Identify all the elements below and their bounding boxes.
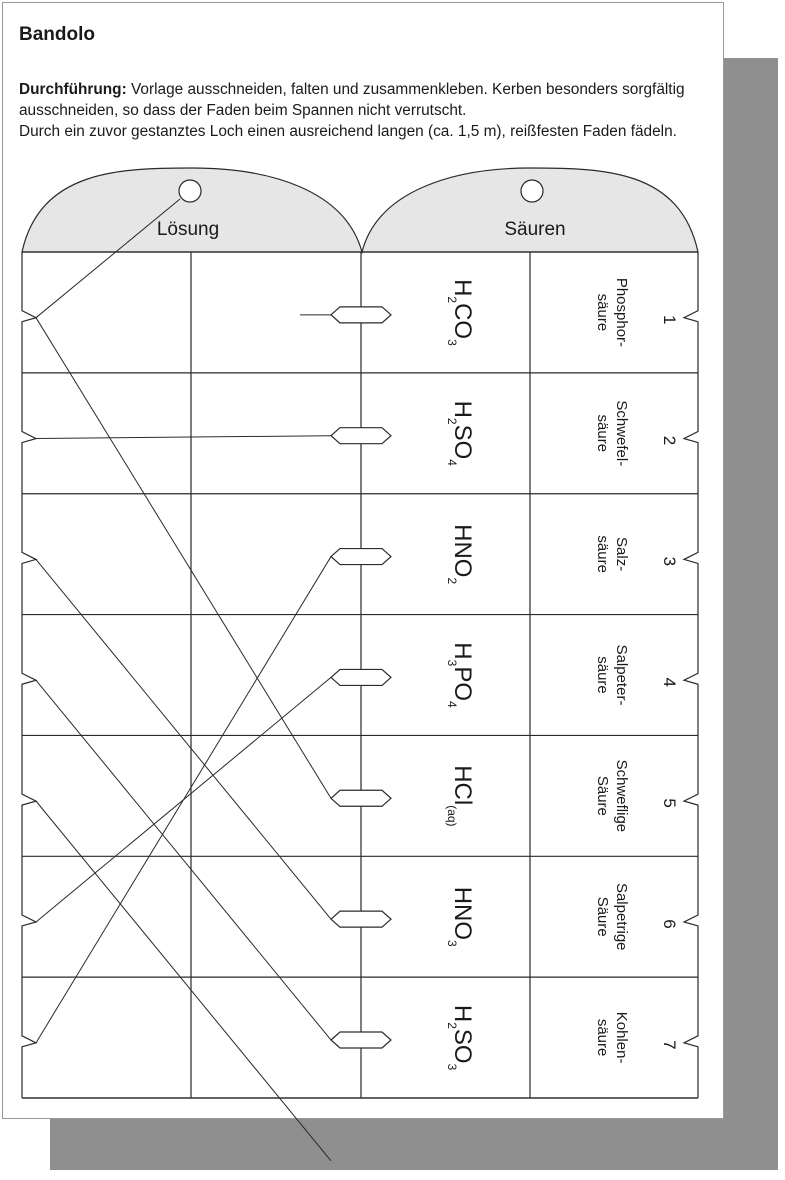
header-arch [22,168,698,252]
instructions-line-1: Vorlage ausschneiden, falten und zusammenkleben. Kerben besonders sorgfältig ausschneiden, so dass der Faden beim Spannen nicht verrutscht. [19,81,685,119]
thread-line [36,318,331,799]
left-edge-notches [22,252,36,1098]
left-header: Lösung [156,219,220,240]
thread-lines [36,199,331,1161]
acid-name-line-2: säure [594,535,611,573]
row-number-text: 7 [660,1040,679,1050]
acid-name-line-2: säure [594,414,611,453]
formula-subscript: 3 [445,659,459,667]
acid-name-line-2: säure [594,1018,611,1057]
formula-4 [445,642,476,708]
acid-name-line-1: Schwefel- [613,400,630,467]
formula-symbol: HNO [449,524,476,578]
row-number-text: 3 [660,556,679,567]
formula-symbol: HCl [449,765,476,806]
thread-line [36,680,331,1040]
row-number-3 [660,557,679,566]
hole-tab [331,428,391,444]
formula-text [445,401,476,467]
acid-name-line-2: Säure [594,775,611,816]
row-number-2 [660,436,679,445]
row-number-text: 5 [660,798,679,808]
right-edge-notches [684,252,698,1098]
formula-text [445,765,476,826]
hole-tab [331,911,391,927]
acid-name-line-1: Salz- [613,537,630,572]
row-number-text: 6 [660,919,679,929]
row-number-1 [660,315,679,324]
row-number-4 [660,678,679,687]
formula-subscript: (aq) [445,805,459,827]
formula-1 [445,279,476,346]
formula-subscript: 3 [445,1063,459,1071]
formula-symbol: PO [449,666,476,702]
acid-name-1 [594,278,630,347]
acid-column [594,278,679,1064]
formula-symbol: CO [449,303,476,340]
acid-name-line-1: Phosphor- [613,277,630,348]
acid-name-line-1: Salpeter- [613,644,630,706]
formula-symbol: H [449,400,476,418]
card-header [22,168,698,252]
formula-symbol: H [449,642,476,660]
row-number-text: 2 [660,435,679,446]
formula-symbol: SO [449,1028,476,1064]
formula-text [445,642,476,708]
thread-line [36,559,331,919]
hole-tab [331,307,391,323]
formula-symbol: H [449,279,476,297]
instructions-label: Durchführung: [19,81,127,98]
acid-name-6 [594,883,630,951]
formula-subscript: 2 [445,1022,459,1029]
hole-tab [331,790,391,806]
formula-7 [445,1005,476,1071]
punch-hole-left [179,180,201,202]
right-header: Säuren [504,219,566,240]
formula-text [445,1005,476,1071]
formula-text [445,279,476,346]
formula-text [445,887,476,947]
acid-name-4 [594,645,630,706]
acid-name-7 [594,1012,630,1064]
formula-3 [445,524,476,584]
formula-subscript: 4 [445,459,459,466]
formula-symbol: HNO [449,886,476,941]
hole-tab [331,549,391,565]
acid-name-line-1: Salpetrige [613,882,630,951]
row-number-5 [660,798,679,807]
thread-line [36,801,331,1161]
formula-6 [445,887,476,947]
thread-line [36,436,331,439]
formula-subscript: 3 [445,940,459,947]
row-number-text: 4 [660,677,679,687]
formula-subscript: 3 [445,339,459,346]
formula-subscript: 2 [445,417,459,425]
row-number-6 [660,919,679,928]
hole-tab [331,1032,391,1048]
row-number-text: 1 [660,314,679,325]
formula-symbol: H [449,1004,476,1023]
acid-name-2 [594,400,630,466]
formula-subscript: 4 [445,701,459,708]
page-title: Bandolo [19,24,95,45]
acid-name-3 [594,535,630,573]
row-number-7 [660,1040,679,1049]
acid-name-line-2: säure [594,293,611,332]
formula-subscript: 2 [445,577,459,585]
formula-5 [445,765,476,826]
acid-name-line-2: Säure [594,896,611,937]
acid-name-line-2: säure [594,656,611,694]
solution-column [445,279,476,1071]
hole-tab [331,669,391,685]
acid-name-5 [594,760,630,833]
acid-name-line-1: Schweflige [613,759,630,833]
thread-line [36,557,331,1043]
formula-symbol: SO [449,424,476,460]
acid-name-line-1: Kohlen- [613,1011,630,1064]
formula-2 [445,401,476,467]
instructions-line-2: Durch ein zuvor gestanztes Loch einen ausreichend langen (ca. 1,5 m), reißfesten Faden fädeln. [19,123,677,140]
punch-hole-right [521,180,543,202]
formula-text [445,524,476,584]
formula-subscript: 2 [445,296,459,304]
